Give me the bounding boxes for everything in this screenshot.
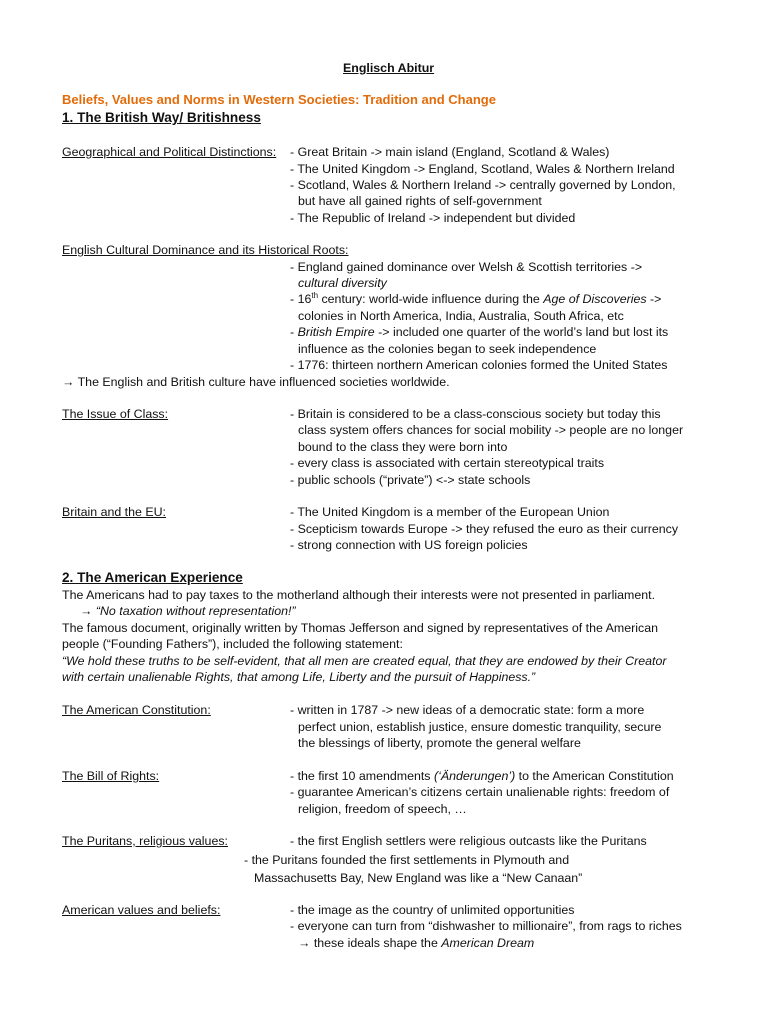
eu-line: - strong connection with US foreign policies [290,538,528,552]
eng-line: influence as the colonies began to seek independence [298,342,597,356]
bill-line: religion, freedom of speech, … [298,802,467,816]
geo-label: Geographical and Political Distinctions: [62,145,277,159]
eng-line: - England gained dominance over Welsh & Scottish territories -> [290,260,643,274]
values-line: → these ideals shape the American Dream [298,936,535,950]
geo-line: - The Republic of Ireland -> independent but divided [290,211,576,225]
values-label: American values and beliefs: [62,903,221,917]
constitution-line: - written in 1787 -> new ideas of a democratic state: form a more [290,703,645,717]
constitution-line: the blessings of liberty, promote the general welfare [298,736,581,750]
document-title: Englisch Abitur [343,61,435,75]
eng-conclusion: → The English and British culture have influenced societies worldwide. [62,375,450,389]
class-line: - Britain is considered to be a class-conscious society but today this [290,407,661,421]
section-heading-american: 2. The American Experience [62,570,243,585]
eng-line: - British Empire -> included one quarter of the world’s land but lost its [290,325,669,339]
declaration-quote: “We hold these truths to be self-evident, that all men are created equal, that they are endowed by their Creator [62,654,667,668]
eu-label: Britain and the EU: [62,505,167,519]
class-label: The Issue of Class: [62,407,169,421]
geo-line: - Great Britain -> main island (England, Scotland & Wales) [290,145,610,159]
american-paragraph: The Americans had to pay taxes to the motherland although their interests were not presented in parliament. [62,588,656,602]
class-line: class system offers chances for social mobility -> people are no longer [298,423,684,437]
american-paragraph: → “No taxation without representation!” [80,604,296,618]
american-paragraph: The famous document, originally written by Thomas Jefferson and signed by representatives of the American [62,621,658,635]
eu-line: - The United Kingdom is a member of the European Union [290,505,610,519]
class-line: - public schools (“private”) <-> state schools [290,473,531,487]
eu-line: - Scepticism towards Europe -> they refused the euro as their currency [290,522,679,536]
bill-line: - guarantee American’s citizens certain unalienable rights: freedom of [290,785,670,799]
constitution-label: The American Constitution: [62,703,211,717]
puritans-line: - the first English settlers were religious outcasts like the Puritans [290,834,647,848]
puritans-label: The Puritans, religious values: [62,834,228,848]
eng-line: - 16th century: world-wide influence during the Age of Discoveries -> [290,290,662,306]
class-line: bound to the class they were born into [298,440,508,454]
puritans-line: Massachusetts Bay, New England was like a “New Canaan” [254,871,583,885]
american-paragraph: people (“Founding Fathers”), included the following statement: [62,637,403,651]
bill-line: - the first 10 amendments (‘Änderungen’) to the American Constitution [290,769,674,783]
eng-line: colonies in North America, India, Australia, South Africa, etc [298,309,624,323]
eng-line: - 1776: thirteen northern American colonies formed the United States [290,358,668,372]
eng-line: cultural diversity [298,276,387,290]
eng-label: English Cultural Dominance and its Historical Roots: [62,243,349,257]
geo-line: - Scotland, Wales & Northern Ireland -> centrally governed by London, [290,178,676,192]
geo-line: but have all gained rights of self-government [298,194,542,208]
geo-line: - The United Kingdom -> England, Scotland, Wales & Northern Ireland [290,162,675,176]
document-subtitle: Beliefs, Values and Norms in Western Societies: Tradition and Change [62,92,496,107]
bill-label: The Bill of Rights: [62,769,160,783]
values-line: - everyone can turn from “dishwasher to millionaire”, from rags to riches [290,919,682,933]
declaration-quote: with certain unalienable Rights, that among Life, Liberty and the pursuit of Happiness.” [62,670,536,684]
section-heading-british: 1. The British Way/ Britishness [62,110,261,125]
puritans-line: - the Puritans founded the first settlements in Plymouth and [244,853,570,867]
class-line: - every class is associated with certain stereotypical traits [290,456,605,470]
values-line: - the image as the country of unlimited opportunities [290,903,575,917]
constitution-line: perfect union, establish justice, ensure domestic tranquility, secure [298,720,662,734]
